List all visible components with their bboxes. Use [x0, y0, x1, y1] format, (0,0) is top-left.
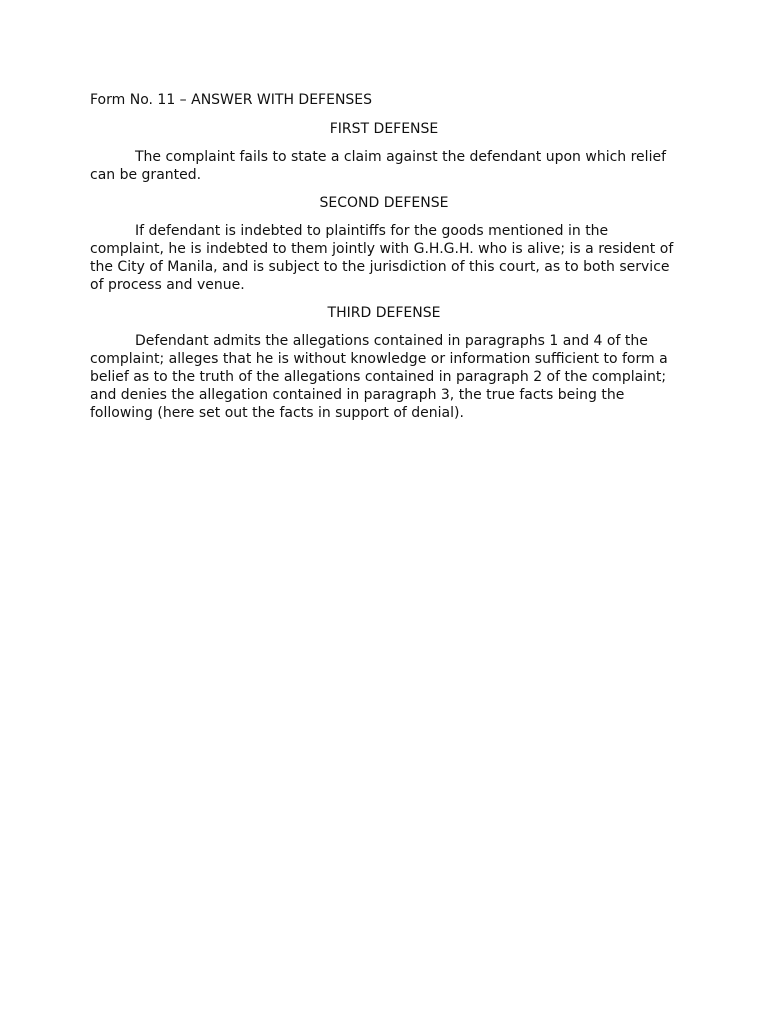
- first-defense-section: [90, 120, 678, 184]
- first-defense-heading: FIRST DEFENSE: [329, 121, 439, 137]
- second-defense-body: If defendant is indebted to plaintiffs for the goods mentioned in the complaint, he is indebted to them jointly with G.H.G.H. who is alive; is a resident of the City of Manila, and is subject to the jurisdiction of this court, as to both service of process and venue.: [90, 223, 674, 293]
- form-title: Form No. 11 – ANSWER WITH DEFENSES: [90, 92, 373, 108]
- third-defense-heading: THIRD DEFENSE: [327, 305, 441, 321]
- second-defense-heading: SECOND DEFENSE: [319, 195, 449, 211]
- second-defense-section: [90, 194, 678, 294]
- third-defense-body: Defendant admits the allegations contained in paragraphs 1 and 4 of the complaint; alleges that he is without knowledge or information sufficient to form a belief as to the truth of the allegations contained in paragraph 2 of the complaint; and denies the allegation contained in paragraph 3, the true facts being the following (here set out the facts in support of denial).: [90, 333, 668, 421]
- third-defense-section: [90, 304, 678, 422]
- first-defense-body: The complaint fails to state a claim against the defendant upon which relief can be granted.: [90, 149, 666, 183]
- document-page: [90, 91, 678, 432]
